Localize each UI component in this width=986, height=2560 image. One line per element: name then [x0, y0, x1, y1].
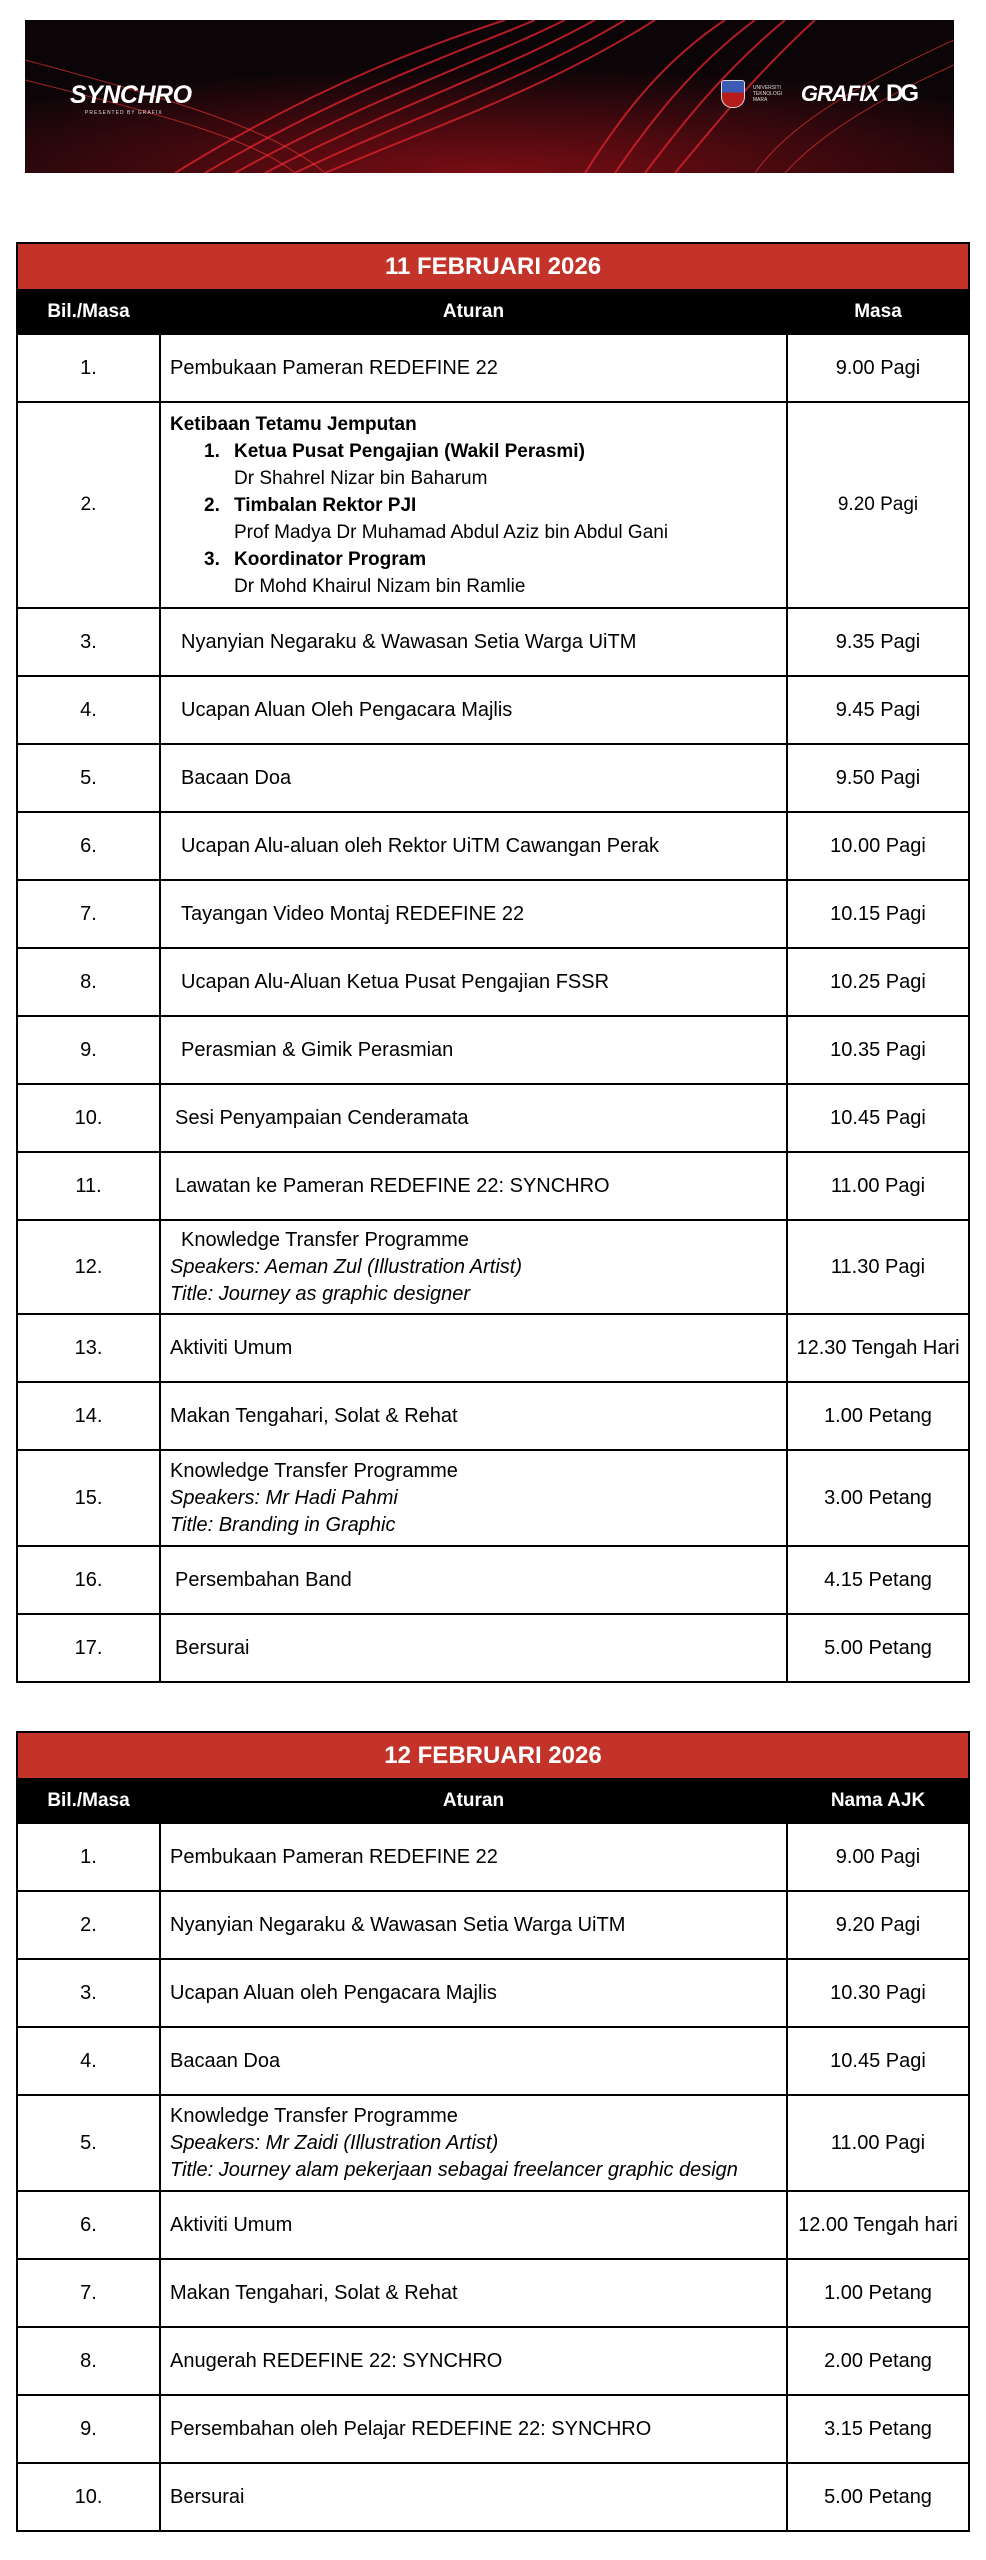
table-row	[18, 1545, 968, 1613]
guest-arrival-title: Ketibaan Tetamu Jemputan	[170, 413, 417, 435]
guest-item	[170, 546, 426, 573]
guest-item	[170, 438, 585, 465]
table-row	[18, 333, 968, 401]
row-number: 5.	[18, 745, 161, 811]
guest-role: Ketua Pusat Pengajian (Wakil Perasmi)	[234, 440, 585, 462]
schedule-day-2	[16, 1731, 970, 2532]
header-no: Bil./Masa	[47, 1789, 130, 1811]
header-time: Nama AJK	[830, 1789, 926, 1811]
partner-logos	[721, 80, 916, 108]
row-time: 9.45 Pagi	[835, 699, 921, 721]
row-number: 6.	[18, 813, 161, 879]
guest-num: 1.	[204, 440, 220, 462]
row-event: Bacaan Doa	[161, 745, 788, 811]
row-time: 5.00 Petang	[824, 1637, 932, 1659]
row-time: 11.00 Pagi	[830, 2132, 926, 2154]
table-row	[18, 1613, 968, 1681]
guest-name: Prof Madya Dr Muhamad Abdul Aziz bin Abdul Gani	[234, 521, 669, 543]
event-speakers: Speakers: Mr Hadi Pahmi	[170, 1486, 398, 1509]
row-time: 10.00 Pagi	[830, 835, 926, 857]
row-number: 15.	[18, 1451, 161, 1545]
row-event	[161, 403, 788, 607]
row-event	[161, 2096, 788, 2190]
row-time: 2.00 Petang	[824, 2350, 932, 2372]
event-topic: Title: Branding in Graphic	[170, 1513, 396, 1536]
row-time: 12.30 Tengah Hari	[796, 1337, 960, 1359]
row-event: Lawatan ke Pameran REDEFINE 22: SYNCHRO	[161, 1153, 788, 1219]
synchro-logo-sub: PRESENTED BY GRAFIX	[85, 110, 163, 116]
row-time: 9.20 Pagi	[837, 494, 919, 515]
row-event: Pembukaan Pameran REDEFINE 22	[161, 1824, 788, 1890]
row-number: 12.	[18, 1221, 161, 1313]
row-number: 4.	[18, 677, 161, 743]
grafix-logo: GRAFIX	[800, 81, 878, 106]
table-row	[18, 401, 968, 607]
guest-name: Dr Shahrel Nizar bin Baharum	[234, 467, 488, 489]
row-number: 17.	[18, 1615, 161, 1681]
row-number: 9.	[18, 2396, 161, 2462]
guest-name: Dr Mohd Khairul Nizam bin Ramlie	[234, 575, 526, 597]
row-time: 9.00 Pagi	[835, 357, 921, 379]
row-number: 7.	[18, 2260, 161, 2326]
row-time: 11.00 Pagi	[830, 1175, 926, 1197]
table-row	[18, 2258, 968, 2326]
row-number: 10.	[18, 1085, 161, 1151]
row-event: Persembahan Band	[161, 1547, 788, 1613]
table-row	[18, 1083, 968, 1151]
table-row	[18, 811, 968, 879]
row-event: Ucapan Alu-aluan oleh Rektor UiTM Cawangan Perak	[161, 813, 788, 879]
row-event: Aktiviti Umum	[161, 2192, 788, 2258]
row-number: 2.	[18, 1892, 161, 1958]
table-row	[18, 1449, 968, 1545]
event-title: Knowledge Transfer Programme	[181, 1228, 469, 1251]
row-time: 10.30 Pagi	[830, 1982, 926, 2004]
row-number: 2.	[18, 403, 161, 607]
row-event	[161, 1221, 788, 1313]
row-event: Nyanyian Negaraku & Wawasan Setia Warga UiTM	[161, 609, 788, 675]
row-event: Pembukaan Pameran REDEFINE 22	[161, 335, 788, 401]
table-row	[18, 743, 968, 811]
header-event: Aturan	[442, 1789, 505, 1811]
row-event: Bersurai	[161, 1615, 788, 1681]
row-event: Persembahan oleh Pelajar REDEFINE 22: SYNCHRO	[161, 2396, 788, 2462]
table-row	[18, 2026, 968, 2094]
row-time: 1.00 Petang	[824, 1405, 932, 1427]
header-event: Aturan	[442, 300, 505, 322]
table-row	[18, 2394, 968, 2462]
date-title: 11 FEBRUARI 2026	[18, 244, 968, 290]
guest-role: Timbalan Rektor PJI	[234, 494, 417, 516]
row-number: 1.	[18, 335, 161, 401]
table-row	[18, 1822, 968, 1890]
row-number: 1.	[18, 1824, 161, 1890]
guest-num: 2.	[204, 494, 220, 516]
table-row	[18, 1313, 968, 1381]
row-time: 10.45 Pagi	[830, 1107, 926, 1129]
event-title: Knowledge Transfer Programme	[170, 2104, 458, 2127]
table-header	[18, 290, 968, 333]
row-number: 8.	[18, 949, 161, 1015]
guest-item	[170, 492, 416, 519]
row-event: Perasmian & Gimik Perasmian	[161, 1017, 788, 1083]
table-row	[18, 607, 968, 675]
table-row	[18, 1151, 968, 1219]
row-event: Ucapan Alu-Aluan Ketua Pusat Pengajian FSSR	[161, 949, 788, 1015]
row-event: Aktiviti Umum	[161, 1315, 788, 1381]
event-speakers: Speakers: Aeman Zul (Illustration Artist)	[170, 1255, 522, 1278]
row-time: 11.30 Pagi	[830, 1256, 926, 1278]
uitm-text: UNIVERSITI TEKNOLOGI MARA	[752, 85, 783, 103]
table-row	[18, 1381, 968, 1449]
row-number: 8.	[18, 2328, 161, 2394]
row-number: 11.	[18, 1153, 161, 1219]
date-title: 12 FEBRUARI 2026	[18, 1733, 968, 1779]
table-row	[18, 1219, 968, 1313]
row-event: Nyanyian Negaraku & Wawasan Setia Warga UiTM	[161, 1892, 788, 1958]
row-time: 10.15 Pagi	[830, 903, 926, 925]
row-number: 9.	[18, 1017, 161, 1083]
table-row	[18, 1015, 968, 1083]
row-time: 5.00 Petang	[824, 2486, 932, 2508]
uitm-crest-icon	[721, 80, 745, 108]
row-event: Sesi Penyampaian Cenderamata	[161, 1085, 788, 1151]
row-time: 9.20 Pagi	[835, 1914, 921, 1936]
row-time: 4.15 Petang	[824, 1569, 932, 1591]
row-number: 16.	[18, 1547, 161, 1613]
guest-num: 3.	[204, 548, 220, 570]
table-header	[18, 1779, 968, 1822]
row-event: Tayangan Video Montaj REDEFINE 22	[161, 881, 788, 947]
row-time: 9.35 Pagi	[835, 631, 921, 653]
row-event: Bacaan Doa	[161, 2028, 788, 2094]
event-topic: Title: Journey as graphic designer	[170, 1282, 470, 1305]
event-title: Knowledge Transfer Programme	[170, 1459, 458, 1482]
row-time: 9.00 Pagi	[835, 1846, 921, 1868]
row-number: 13.	[18, 1315, 161, 1381]
synchro-logo: SYNCHRO	[70, 81, 192, 109]
schedule-day-1	[16, 242, 970, 1683]
table-row	[18, 1958, 968, 2026]
row-time: 3.00 Petang	[824, 1487, 932, 1509]
row-number: 10.	[18, 2464, 161, 2530]
table-row	[18, 879, 968, 947]
row-time: 12.00 Tengah hari	[798, 2214, 958, 2236]
event-speakers: Speakers: Mr Zaidi (Illustration Artist)	[170, 2131, 499, 2154]
event-topic: Title: Journey alam pekerjaan sebagai freelancer graphic design	[170, 2158, 738, 2181]
row-time: 1.00 Petang	[824, 2282, 932, 2304]
table-row	[18, 1890, 968, 1958]
row-event: Makan Tengahari, Solat & Rehat	[161, 1383, 788, 1449]
row-event: Ucapan Aluan Oleh Pengacara Majlis	[161, 677, 788, 743]
table-row	[18, 2326, 968, 2394]
row-event: Makan Tengahari, Solat & Rehat	[161, 2260, 788, 2326]
row-time: 9.50 Pagi	[835, 767, 921, 789]
row-event: Ucapan Aluan oleh Pengacara Majlis	[161, 1960, 788, 2026]
table-row	[18, 2190, 968, 2258]
header-no: Bil./Masa	[47, 300, 130, 322]
dg-logo: DG	[886, 80, 916, 107]
table-row	[18, 2094, 968, 2190]
row-number: 4.	[18, 2028, 161, 2094]
table-row	[18, 2462, 968, 2530]
row-event: Bersurai	[161, 2464, 788, 2530]
header-banner	[25, 20, 954, 173]
table-row	[18, 947, 968, 1015]
row-time: 10.35 Pagi	[830, 1039, 926, 1061]
row-time: 10.25 Pagi	[830, 971, 926, 993]
row-number: 3.	[18, 1960, 161, 2026]
row-number: 7.	[18, 881, 161, 947]
row-number: 3.	[18, 609, 161, 675]
row-number: 14.	[18, 1383, 161, 1449]
row-number: 6.	[18, 2192, 161, 2258]
table-row	[18, 675, 968, 743]
guest-role: Koordinator Program	[234, 548, 427, 570]
header-time: Masa	[854, 300, 902, 322]
row-time: 10.45 Pagi	[830, 2050, 926, 2072]
row-time: 3.15 Petang	[824, 2418, 932, 2440]
row-event	[161, 1451, 788, 1545]
row-number: 5.	[18, 2096, 161, 2190]
row-event: Anugerah REDEFINE 22: SYNCHRO	[161, 2328, 788, 2394]
